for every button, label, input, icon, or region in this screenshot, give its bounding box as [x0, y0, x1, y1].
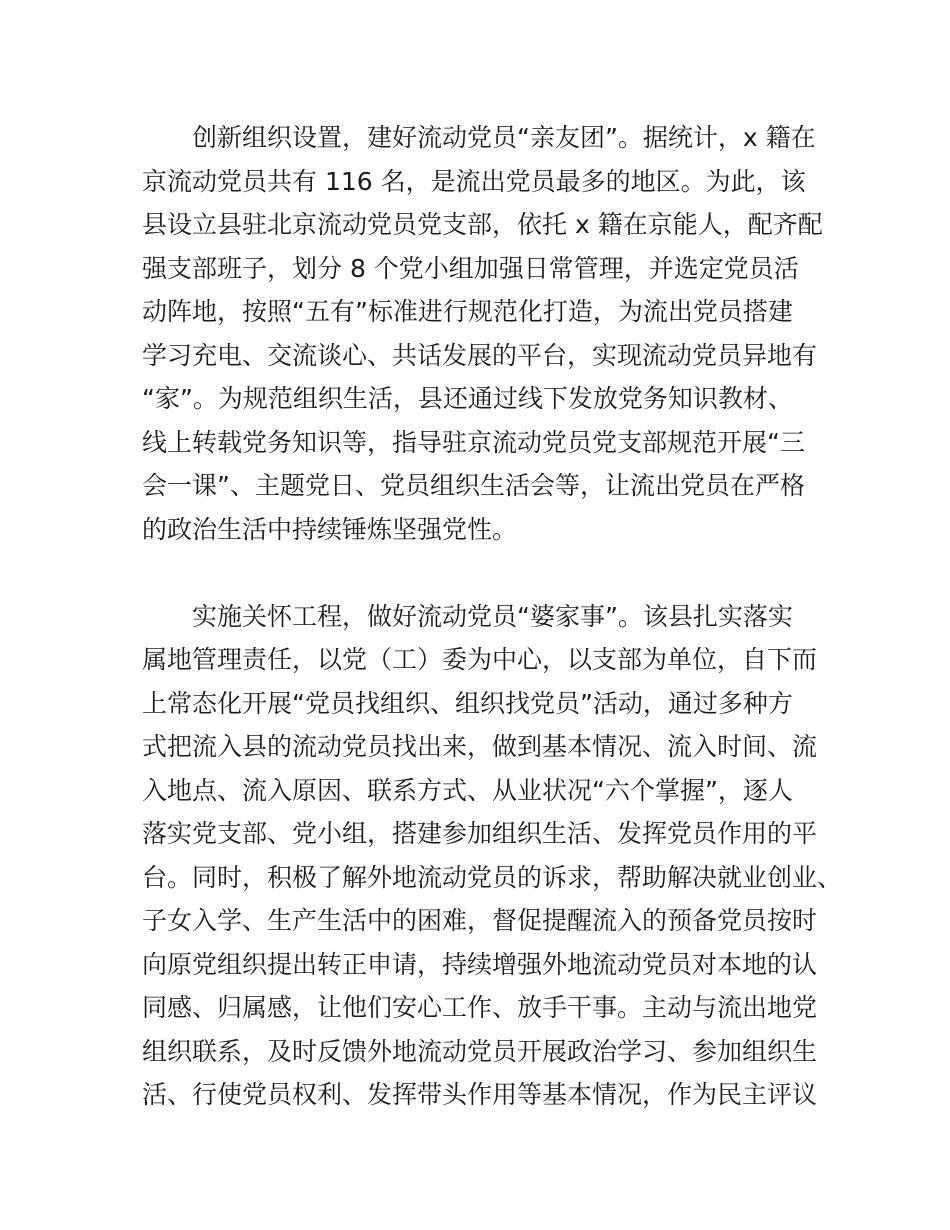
- text-line: 子女入学、生产生活中的困难，督促提醒流入的预备党员按时: [142, 906, 818, 935]
- text-line: “家”。为规范组织生活，县还通过线下发放党务知识教材、: [142, 384, 793, 413]
- text-line: 县设立县驻北京流动党员党支部，依托 x 籍在京能人，配齐配: [142, 210, 823, 239]
- text-line: 线上转载党务知识等，指导驻京流动党员党支部规范开展“三: [142, 427, 805, 457]
- text-line: 上常态化开展“党员找组织、组织找党员”活动，通过多种方: [142, 688, 793, 718]
- text-line: 属地管理责任，以党（工）委为中心，以支部为单位，自下而: [142, 645, 818, 674]
- text-line: 入地点、流入原因、联系方式、从业状况“六个掌握”，逐人: [142, 775, 793, 805]
- paragraph-care-project: [142, 595, 843, 1117]
- text-line: 式把流入县的流动党员找出来，做到基本情况、流入时间、流: [142, 732, 818, 761]
- text-line: 同感、归属感，让他们安心工作、放手干事。主动与流出地党: [142, 993, 818, 1022]
- text-line: 实施关怀工程，做好流动党员“婆家事”。该县扎实落实: [192, 601, 793, 631]
- text-line: 强支部班子，划分 8 个党小组加强日常管理，并选定党员活: [142, 253, 799, 283]
- text-line: 落实党支部、党小组，搭建参加组织生活、发挥党员作用的平: [142, 819, 818, 848]
- paragraph-gap: [142, 551, 822, 595]
- text-line: 台。同时，积极了解外地流动党员的诉求，帮助解决就业创业、: [142, 862, 843, 892]
- text-line: 的政治生活中持续锤炼坚强党性。: [142, 514, 518, 544]
- document-body: [142, 116, 843, 1117]
- text-line: 向原党组织提出转正申请，持续增强外地流动党员对本地的认: [142, 949, 818, 979]
- text-line: 会一课”、主题党日、党员组织生活会等，让流出党员在严格: [142, 471, 805, 500]
- text-line: 京流动党员共有 116 名，是流出党员最多的地区。为此，该: [142, 166, 806, 196]
- text-line: 创新组织设置，建好流动党员“亲友团”。据统计，x 籍在: [192, 123, 816, 152]
- text-line: 学习充电、交流谈心、共话发展的平台，实现流动党员异地有: [142, 340, 818, 370]
- text-line: 活、行使党员权利、发挥带头作用等基本情况，作为民主评议: [142, 1080, 818, 1109]
- paragraph-organization-setup: [142, 116, 822, 551]
- text-line: 动阵地，按照“五有”标准进行规范化打造，为流出党员搭建: [142, 297, 793, 326]
- text-line: 组织联系，及时反馈外地流动党员开展政治学习、参加组织生: [142, 1036, 818, 1066]
